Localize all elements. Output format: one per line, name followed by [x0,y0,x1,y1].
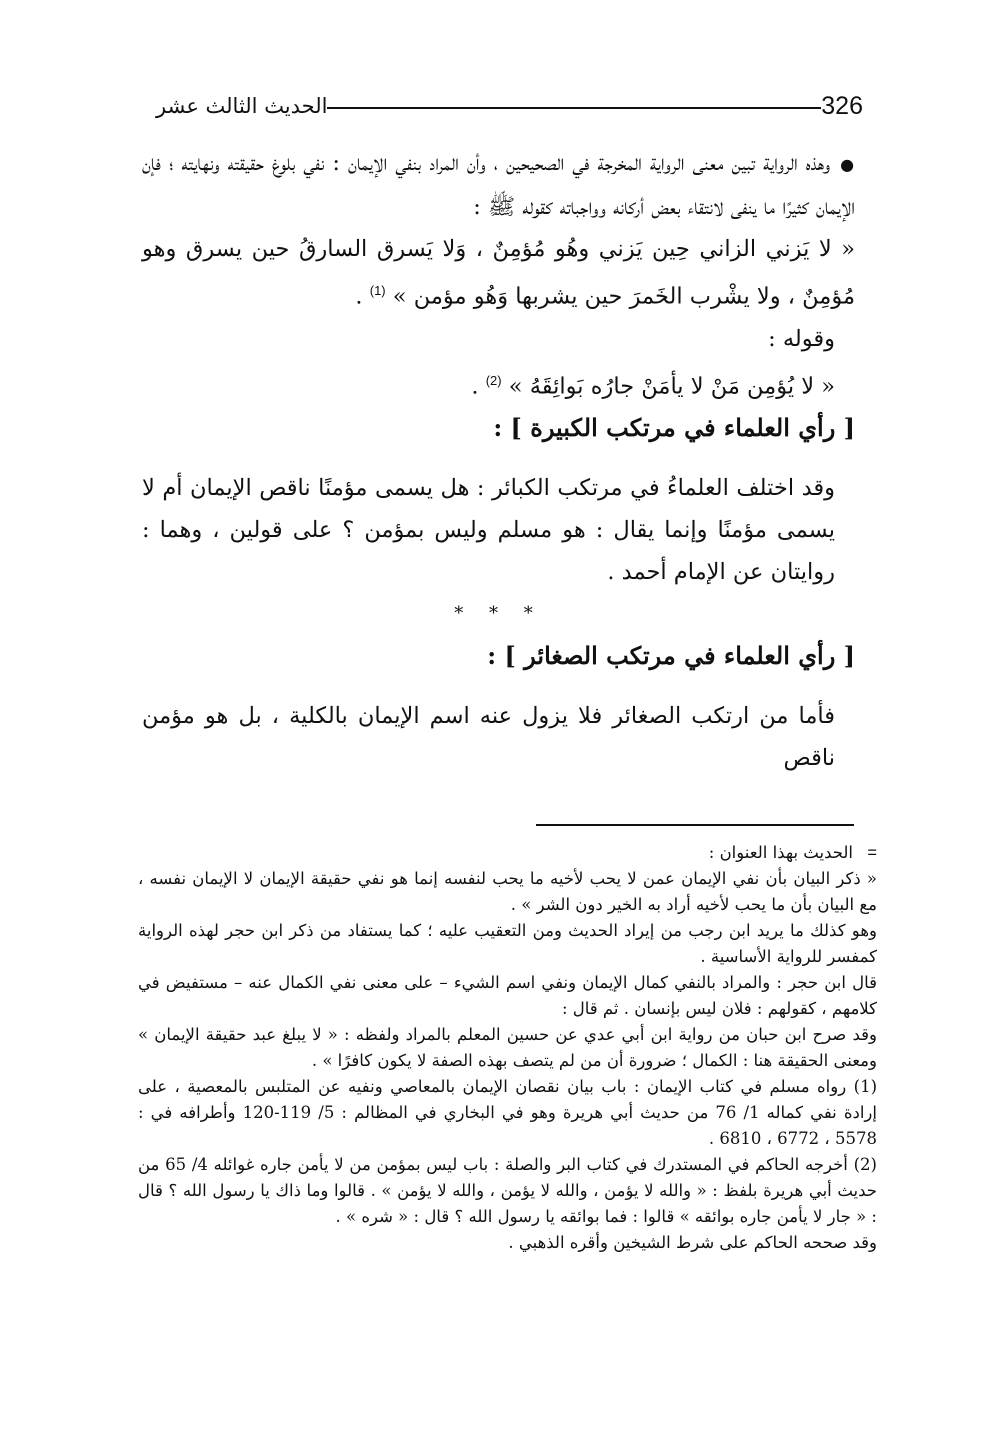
section-heading-major-sins: [ رأي العلماء في مرتكب الكبيرة ] : [493,413,855,442]
continuation-mark: = [867,844,877,862]
section-divider-stars: * * * [454,603,543,624]
paragraph-2: وقد اختلف العلماءُ في مرتكب الكبائر : هل يسمى مؤمنًا ناقص الإيمان أم لا يسمى مؤمنًا وإنما يقال : هو مسلم وليس بمؤمن ؟ على قولين ، وهما : روايتان عن الإمام أحمد . [142,475,835,585]
footnote-line: وهو كذلك ما يريد ابن رجب من إيراد الحديث ومن التعقيب عليه ؛ كما يستفاد من ذكر ابن حجر لهذه الرواية كمفسر للرواية الأساسية . [138,921,877,966]
footnote-line: الحديث بهذا العنوان : [708,843,853,862]
footnote-ref-1[interactable]: (1) [369,283,386,298]
page-number: 326 [821,91,863,120]
paragraph-1 [142,142,855,228]
footnote-line: قال ابن حجر : والمراد بالنفي كمال الإيمان ونفي اسم الشيء – على معنى نفي الكمال عنه – مستفيض في كلامهم ، كقولهم : فلان ليس بإنسان . ثم قال : [138,973,877,1018]
paragraph-1-text: وهذه الرواية تبين معنى الرواية المخرجة في الصحيحين ، وأن المراد بنفي الإيمان : نفي بلوغ حقيقته ونهايته ؛ فإن الإيمان كثيرًا ما ينفى لانتقاء بعض أركانه وواجباته كقوله ﷺ : [142,150,855,220]
hadith-quote-1 [142,228,855,318]
page-header [142,86,877,126]
footnote-1: (1) رواه مسلم في كتاب الإيمان : باب بيان نقصان الإيمان بالمعاصي ونفيه عن المتلبس بالمعصية ، على إرادة نفي كماله 1/ 76 من حديث أبي هريرة وهو في البخاري في المظالم : 5/ 119-120 وأطرافه في : 5578 ، 6772 ، 6810 . [138,1077,877,1148]
and-his-saying: وقوله : [768,325,835,352]
section-heading-minor-sins: [ رأي العلماء في مرتكب الصغائر ] : [487,641,855,670]
footnote-ref-2[interactable]: (2) [485,372,502,388]
footnote-line: وقد صححه الحاكم على شرط الشيخين وأقره الذهبي . [508,1233,877,1252]
footnote-separator [536,824,854,826]
spacer [142,449,855,467]
spacer [142,677,855,695]
footnote-continued [138,840,877,866]
hadith-quote-1-end: . [355,283,370,310]
hadith-quote-2-end: . [471,373,486,399]
footnote-line: وقد صرح ابن حبان من رواية ابن أبي عدي عن حسين المعلم بالمراد ولفظه : « لا يبلغ عبد حقيقة الإيمان » ومعنى الحقيقة هنا : الكمال ؛ ضرورة أن من لم يتصف بهذه الصفة لا يكون كافرًا » . [138,1025,877,1070]
hadith-quote-2 [142,360,855,408]
header-rule [327,107,821,109]
hadith-quote-1-text: « لا يَزني الزاني حِين يَزني وهُو مُؤمِنٌ ، وَلا يَسرق السارقُ حين يسرق وهو مُؤمِنٌ ، ولا يشْرب الخَمرَ حين يشربها وَهُو مؤمن » [142,236,855,310]
paragraph-3: فأما من ارتكب الصغائر فلا يزول عنه اسم الإيمان بالكلية ، بل هو مؤمن ناقص [142,703,835,771]
main-text [142,142,855,779]
chapter-title: الحديث الثالث عشر [156,94,328,118]
bullet-icon: ● [840,155,855,174]
footnotes [138,840,877,1256]
hadith-quote-2-text: « لا يُؤمِن مَنْ لا يأمَنْ جارُه بَوائِقَهُ » [501,373,835,399]
footnote-line: « ذكر البيان بأن نفي الإيمان عمن لا يحب لأخيه ما يحب لنفسه إنما هو نفي حقيقة الإيمان لا الإيمان نفسه ، مع البيان بأن ما يحب لأخيه أراد به الخير دون الشر » . [138,869,877,914]
footnote-2: (2) أخرجه الحاكم في المستدرك في كتاب البر والصلة : باب ليس بمؤمن من لا يأمن جاره غوائله 4/ 65 من حديث أبي هريرة بلفظ : « والله لا يؤمن ، والله لا يؤمن ، والله لا يؤمن » . قالوا وما ذاك يا رسول الله ؟ قال : « جار لا يأمن جاره بوائقه » قالوا : فما بوائقه يا رسول الله ؟ قال : « شره » . [138,1155,877,1226]
